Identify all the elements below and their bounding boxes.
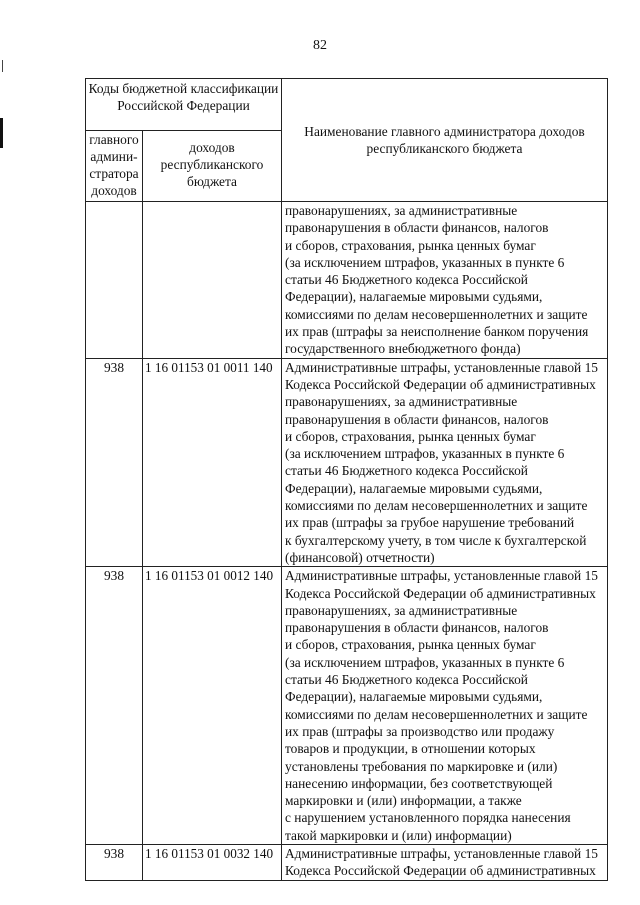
name-cell: Административные штрафы, установленные главой 15 Кодекса Российской Федерации об административных (282, 844, 608, 880)
budget-code-cell: 1 16 01153 01 0012 140 (143, 567, 282, 845)
page-number: 82 (313, 38, 327, 53)
budget-codes-table (85, 78, 608, 881)
table-row (86, 202, 608, 359)
table-row (86, 567, 608, 845)
admin-code-cell: 938 (86, 358, 143, 567)
scan-artifact (2, 60, 3, 72)
header-codes-group-label: Коды бюджетной классификации Российской Федерации (88, 81, 279, 113)
header-income-label: доходов республиканского бюджета (160, 140, 264, 189)
name-cell: Административные штрафы, установленные главой 15 Кодекса Российской Федерации об административных правонарушениях, за административные правонарушения в области финансов, налогов и сборов, страхования, рынка ценных бумаг (за исключением штрафов, указанных в пункте 6 статьи 46 Бюджетного кодекса Российской Федерации), налагаемые мировыми судьями, комиссиями по делам несовершеннолетних и защите их прав (штрафы за грубое нарушение требований к бухгалтерскому учету, в том числе к бухгалтерской (финансовой) отчетности) (282, 358, 608, 567)
header-codes-group (86, 79, 282, 131)
admin-code-cell (86, 202, 143, 359)
header-name (282, 79, 608, 202)
header-admin-label: главного админи-стратора доходов (89, 132, 139, 198)
admin-code-cell: 938 (86, 844, 143, 880)
header-name-label: Наименование главного администратора доходов республиканского бюджета (304, 124, 585, 156)
budget-code-cell: 1 16 01153 01 0032 140 (143, 844, 282, 880)
header-row (86, 79, 608, 131)
scan-artifact (0, 118, 3, 148)
admin-code-cell: 938 (86, 567, 143, 845)
name-cell: Административные штрафы, установленные главой 15 Кодекса Российской Федерации об административных правонарушениях, за административные правонарушения в области финансов, налогов и сборов, страхования, рынка ценных бумаг (за исключением штрафов, указанных в пункте 6 статьи 46 Бюджетного кодекса Российской Федерации), налагаемые мировыми судьями, комиссиями по делам несовершеннолетних и защите их прав (штрафы за производство или продажу товаров и продукции, в отношении которых установлены требования по маркировке и (или) нанесению информации, без соответствующей маркировки и (или) информации, а также с нарушением установленного порядка нанесения такой маркировки и (или) информации) (282, 567, 608, 845)
budget-code-cell (143, 202, 282, 359)
header-admin (86, 131, 143, 202)
header-income (143, 131, 282, 202)
table-row (86, 844, 608, 880)
table-row (86, 358, 608, 567)
name-cell: правонарушениях, за административные правонарушения в области финансов, налогов и сборов, страхования, рынка ценных бумаг (за исключением штрафов, указанных в пункте 6 статьи 46 Бюджетного кодекса Российской Федерации), налагаемые мировыми судьями, комиссиями по делам несовершеннолетних и защите их прав (штрафы за неисполнение банком поручения государственного внебюджетного фонда) (282, 202, 608, 359)
budget-code-cell: 1 16 01153 01 0011 140 (143, 358, 282, 567)
